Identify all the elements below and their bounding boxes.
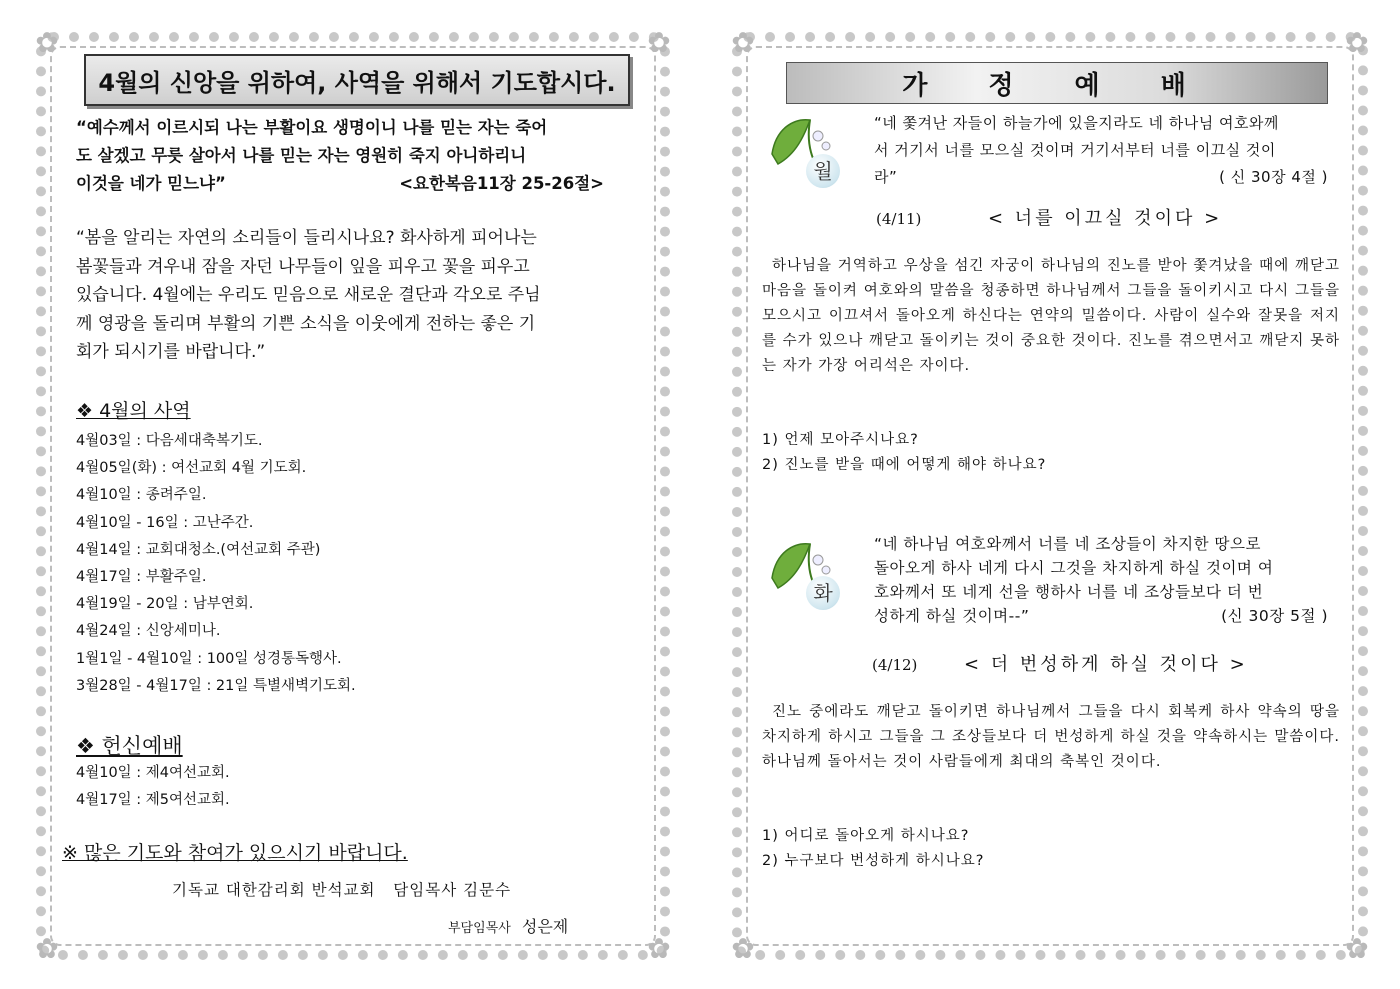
quote-line: 이것을 네가 믿느냐” bbox=[76, 174, 226, 193]
scripture-reference: <요한복음11장 25-26절> bbox=[399, 174, 604, 193]
quote-line: 성하게 하실 것이며--” bbox=[874, 607, 1030, 625]
worship-item: 4월10일 : 제4여선교회. bbox=[76, 765, 230, 781]
closing-note: ※ 많은 기도와 참여가 있으시기 바랍니다. bbox=[62, 842, 408, 864]
flower-icon: ✿ bbox=[35, 932, 59, 965]
schedule-item: 4월05일(화) : 여선교회 4월 기도회. bbox=[76, 460, 307, 477]
message-line: 있습니다. 4월에는 우리도 믿음으로 새로운 결단과 각오로 주님 bbox=[76, 285, 541, 305]
flower-icon: ✿ bbox=[647, 932, 671, 965]
scripture-reference: (신 30장 5절 ) bbox=[1221, 607, 1328, 625]
flower-icon: ✿ bbox=[1345, 26, 1369, 59]
scripture-quote bbox=[874, 532, 1342, 628]
quote-line: “예수께서 이르시되 나는 부활이요 생명이니 나를 믿는 자는 죽어 bbox=[76, 118, 548, 137]
devotion-paragraph: 진노 중에라도 깨닫고 돌이키면 하나님께서 그들을 다시 회복케 하사 약속의 땅을 차지하게 하시고 그들을 그 조상들보다 더 번성하게 하실 것을 약속하시는 말씀이다. 하나님께 돌아서는 것이 사람들에게 최대의 축복인 것이다. bbox=[762, 704, 1340, 770]
devotion-subtitle: < 너를 이끄실 것이다 > bbox=[988, 208, 1223, 229]
schedule-item: 4월03일 : 다음세대축복기도. bbox=[76, 433, 263, 449]
flower-icon: ✿ bbox=[1345, 932, 1369, 965]
question-item: 1) 언제 모아주시나요? bbox=[762, 432, 919, 448]
message-line: 봄꽃들과 겨우내 잠을 자던 나무들이 잎을 피우고 꽃을 피우고 bbox=[76, 256, 530, 277]
devotion-paragraph: 하나님을 거역하고 우상을 섬긴 자궁이 하나님의 진노를 받아 쫓겨났을 때에 깨닫고 마음을 돌이켜 여호와의 말씀을 청종하면 하나님께서 그들을 돌이키시고 다시 그들을 모으시고 이끄셔서 돌아오게 하신다는 연약의 밀씀이다. 사람이 실수와 잘못을 저지를 수가 있으나 깨닫고 돌이키는 것이 중요한 것이다. 진노를 겪으면서고 깨닫지 못하는 자가 가장 어리석은 자이다. bbox=[762, 258, 1340, 374]
scripture-quote bbox=[874, 110, 1342, 191]
weekday-badge: 화 bbox=[806, 576, 840, 610]
schedule-item: 4월24일 : 신앙세미나. bbox=[76, 623, 221, 640]
schedule-item: 4월10일 - 16일 : 고난주간. bbox=[76, 514, 254, 531]
flower-icon: ✿ bbox=[731, 932, 755, 965]
flower-icon: ✿ bbox=[647, 26, 671, 59]
flower-icon: ✿ bbox=[731, 26, 755, 59]
message-line: 께 영광을 돌리며 부활의 기쁜 소식을 이웃에게 전하는 좋은 기 bbox=[76, 313, 536, 334]
schedule-list bbox=[76, 428, 636, 700]
question-list bbox=[762, 428, 1046, 478]
message-line: 회가 되시기를 바랍니다.” bbox=[76, 342, 266, 362]
devotion-date: (4/12) bbox=[872, 656, 918, 674]
schedule-item: 4월10일 : 종려주일. bbox=[76, 487, 207, 504]
quote-line: 서 거기서 너를 모으실 것이며 거기서부터 너를 이끄실 것이 bbox=[874, 141, 1276, 159]
question-list bbox=[762, 824, 985, 874]
scripture-quote bbox=[76, 114, 636, 198]
quote-line: 호와께서 또 네게 선을 행하사 너를 네 조상들보다 더 번 bbox=[874, 583, 1264, 601]
church-signature: 기독교 대한감리회 반석교회 담임목사 김문수 bbox=[172, 881, 512, 899]
flower-icon: ✿ bbox=[35, 26, 59, 59]
worship-heading: ❖ 헌신예배 bbox=[76, 734, 183, 758]
schedule-item: 4월19일 - 20일 : 남부연회. bbox=[76, 596, 254, 613]
page-title: 가 정 예 배 bbox=[786, 62, 1328, 104]
worship-item: 4월17일 : 제5여선교회. bbox=[76, 792, 230, 809]
quote-line: “네 쫓겨난 자들이 하늘가에 있을지라도 네 하나님 여호와께 bbox=[874, 114, 1279, 132]
worship-list bbox=[76, 760, 230, 814]
ministry-heading: ❖ 4월의 사역 bbox=[76, 400, 191, 422]
pastor-message bbox=[76, 224, 636, 367]
schedule-item: 4월14일 : 교회대청소.(여선교회 주관) bbox=[76, 541, 321, 558]
assistant-name: 성은제 bbox=[521, 917, 569, 936]
schedule-item: 3월28일 - 4월17일 : 21일 특별새벽기도회. bbox=[76, 677, 356, 694]
assistant-pastor bbox=[448, 914, 568, 937]
schedule-item: 1월1일 - 4월10일 : 100일 성경통독행사. bbox=[76, 650, 342, 667]
weekday-badge: 월 bbox=[806, 154, 840, 188]
quote-line: 돌아오게 하사 네게 다시 그것을 차지하게 하실 것이며 여 bbox=[874, 559, 1274, 577]
page-title: 4월의 신앙을 위하여, 사역을 위해서 기도합시다. bbox=[84, 54, 630, 106]
question-item: 1) 어디로 돌아오게 하시나요? bbox=[762, 828, 970, 844]
quote-line: 라” bbox=[874, 168, 898, 186]
question-item: 2) 누구보다 번성하게 하시나요? bbox=[762, 853, 985, 869]
message-line: “봄을 알리는 자연의 소리들이 들리시나요? 화사하게 피어나는 bbox=[76, 228, 537, 248]
assistant-label: 부담임목사 bbox=[448, 921, 511, 936]
question-item: 2) 진노를 받을 때에 어떻게 해야 하나요? bbox=[762, 457, 1047, 473]
right-page bbox=[731, 26, 1369, 965]
scripture-reference: ( 신 30장 4절 ) bbox=[1219, 168, 1328, 186]
schedule-item: 4월17일 : 부활주일. bbox=[76, 569, 207, 586]
quote-line: “네 하나님 여호와께서 너를 네 조상들이 차지한 땅으로 bbox=[874, 535, 1261, 553]
quote-line: 도 살겠고 무릇 살아서 나를 믿는 자는 영원히 죽지 아니하리니 bbox=[76, 146, 527, 165]
devotion-subtitle: < 더 번성하게 하실 것이다 > bbox=[964, 654, 1248, 675]
devotion-date: (4/11) bbox=[876, 210, 922, 228]
left-page bbox=[35, 26, 671, 965]
